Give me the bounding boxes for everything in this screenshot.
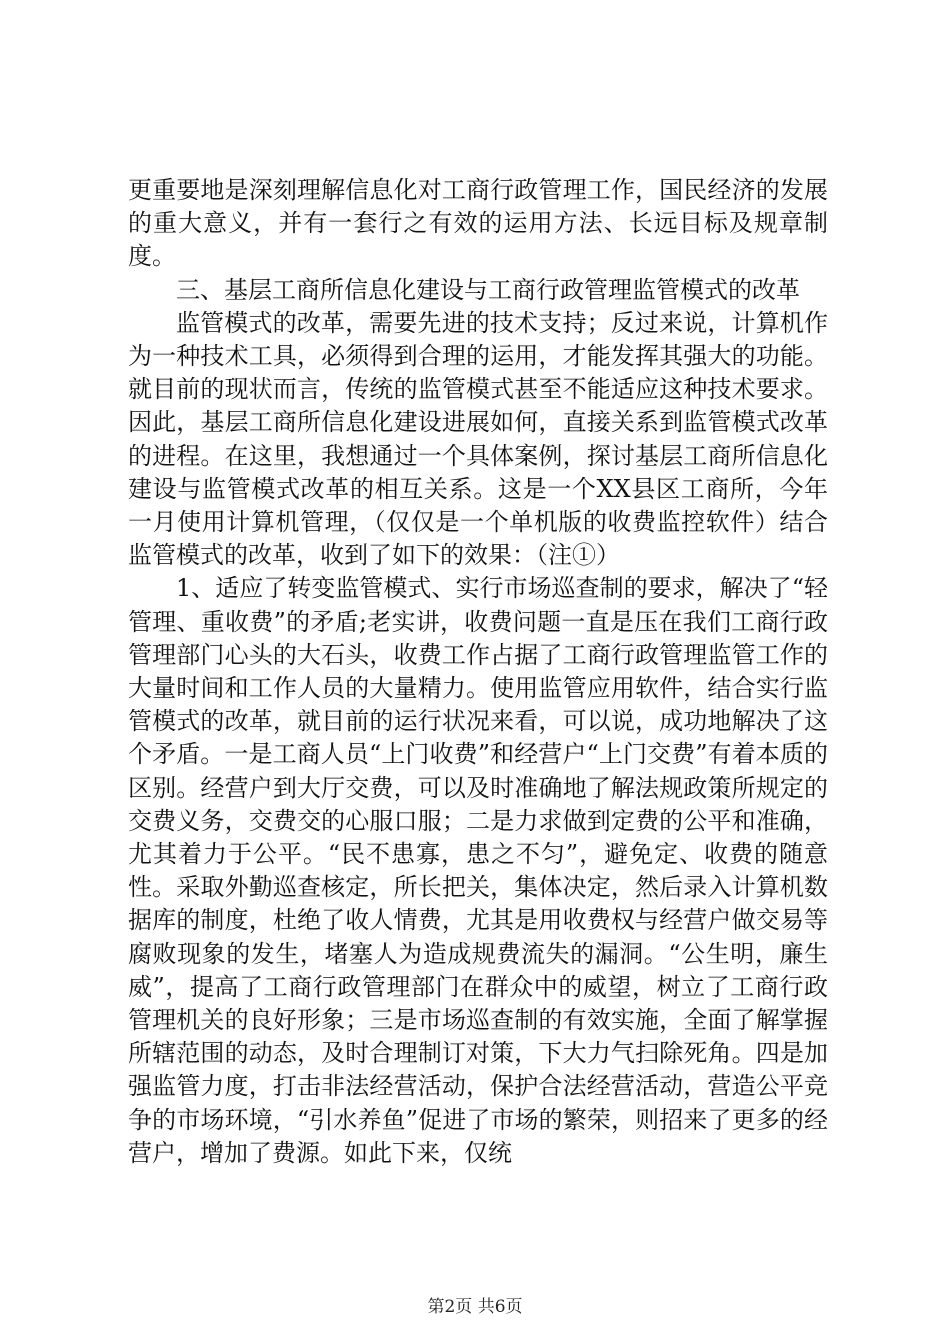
document-body — [128, 174, 828, 1170]
section-heading-three: 三、基层工商所信息化建设与工商行政管理监管模式的改革 — [176, 275, 800, 304]
paragraph-reform-intro: 监管模式的改革，需要先进的技术支持；反过来说，计算机作为一种技术工具，必须得到合理的运用，才能发挥其强大的功能。就目前的现状而言，传统的监管模式甚至不能适应这种技术要求。因此，基层工商所信息化建设进展如何，直接关系到监管模式改革的进程。在这里，我想通过一个具体案例，探讨基层工商所信息化建设与监管模式改革的相互关系。这是一个XX县区工商所，今年一月使用计算机管理，（仅仅是一个单机版的收费监控软件）结合监管模式的改革，收到了如下的效果：（注①） — [128, 308, 828, 570]
page-footer — [0, 1296, 950, 1318]
paragraph-continuation: 更重要地是深刻理解信息化对工商行政管理工作，国民经济的发展的重大意义，并有一套行之有效的运用方法、长远目标及规章制度。 — [128, 176, 828, 271]
paragraph-effect-one: 1、适应了转变监管模式、实行市场巡查制的要求，解决了“轻管理、重收费”的矛盾;老实讲，收费问题一直是压在我们工商行政管理部门心头的大石头，收费工作占据了工商行政管理监管工作的大量时间和工作人员的大量精力。使用监管应用软件，结合实行监管模式的改革，就目前的运行状况来看，可以说，成功地解决了这个矛盾。一是工商人员“上门收费”和经营户“上门交费”有着本质的区别。经营户到大厅交费，可以及时准确地了解法规政策所规定的交费义务，交费交的心服口服；二是力求做到定费的公平和准确，尤其着力于公平。“民不患寡，患之不匀”，避免定、收费的随意性。采取外勤巡查核定，所长把关，集体决定，然后录入计算机数据库的制度，杜绝了收人情费，尤其是用收费权与经营户做交易等腐败现象的发生，堵塞人为造成规费流失的漏洞。“公生明，廉生威”，提高了工商行政管理部门在群众中的威望，树立了工商行政管理机关的良好形象；三是市场巡查制的有效实施，全面了解掌握所辖范围的动态，及时合理制订对策，下大力气扫除死角。四是加强监管力度，打击非法经营活动，保护合法经营活动，营造公平竞争的市场环境，“引水养鱼”促进了市场的繁荣，则招来了更多的经营户，增加了费源。如此下来，仅统 — [128, 574, 828, 1167]
page-indicator: 第2页 共6页 — [427, 1297, 523, 1317]
